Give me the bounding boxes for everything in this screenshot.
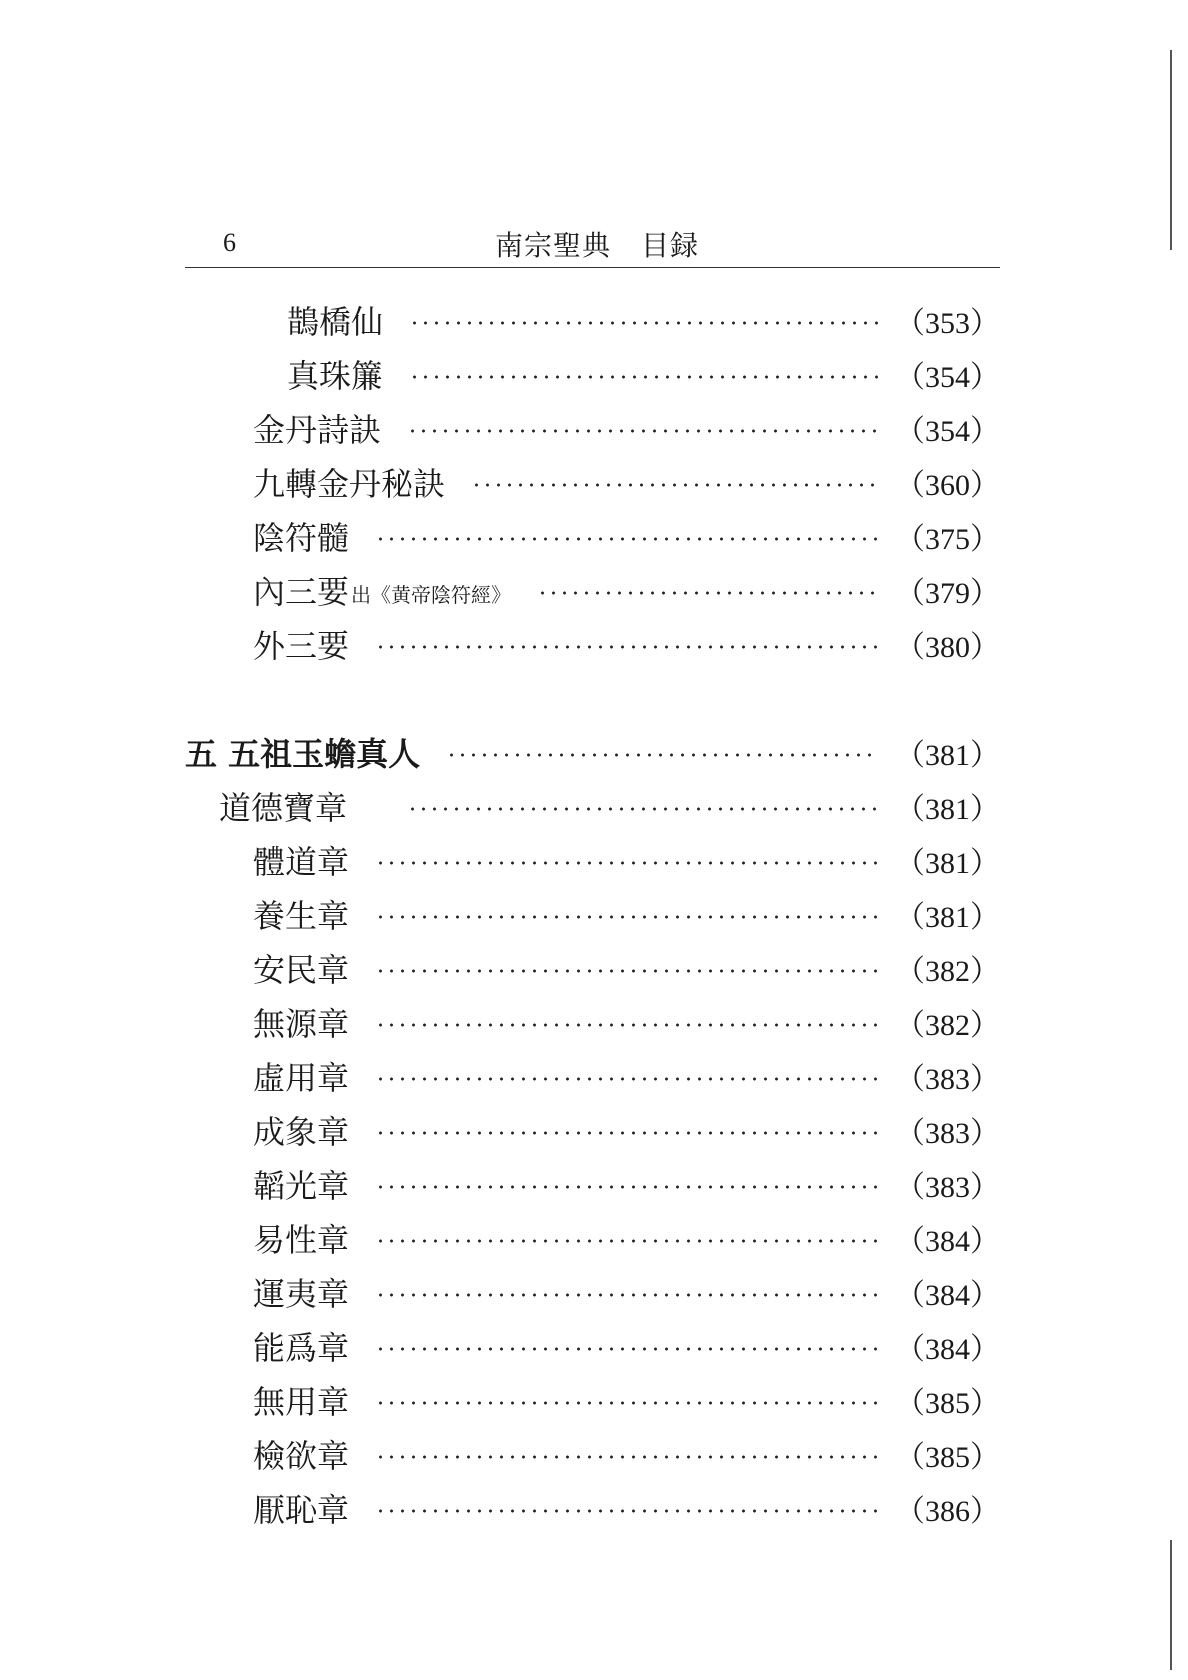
dot-leader — [407, 429, 879, 433]
toc-entry — [253, 1378, 1000, 1422]
section-title: 目録 — [641, 229, 700, 262]
dot-leader — [375, 1509, 879, 1513]
toc-entry-title: 內三要 — [253, 573, 350, 611]
toc-entry-title: 真珠簾 — [287, 357, 384, 395]
dot-leader — [375, 1131, 879, 1135]
toc-entry-title: 韜光章 — [253, 1167, 350, 1205]
toc-entry-title: 陰符髓 — [253, 519, 350, 557]
toc-entry-page: （385） — [895, 1441, 1000, 1474]
toc-entry — [253, 1108, 1000, 1152]
toc-entry — [253, 568, 1000, 612]
toc-entry-page: （383） — [895, 1063, 1000, 1096]
toc-entry-page: （382） — [895, 1009, 1000, 1042]
header-rule — [185, 267, 1000, 268]
dot-leader — [407, 807, 879, 811]
toc-entry-page: （382） — [895, 955, 1000, 988]
toc-entry — [253, 946, 1000, 990]
toc-entry-page: （381） — [895, 739, 1000, 772]
toc-entry — [287, 352, 1000, 396]
toc-entry-page: （383） — [895, 1117, 1000, 1150]
toc-entry-title: 鵲橋仙 — [287, 303, 384, 341]
toc-entry — [253, 1432, 1000, 1476]
toc-entry — [253, 838, 1000, 882]
toc-entry — [253, 1270, 1000, 1314]
toc-entry-title: 安民章 — [253, 951, 350, 989]
toc-entry-page: （386） — [895, 1495, 1000, 1528]
toc-entry-page: （354） — [895, 415, 1000, 448]
toc-entry-title: 能爲章 — [253, 1329, 350, 1367]
toc-entry-title: 九轉金丹秘訣 — [253, 465, 446, 503]
toc-entry-page: （380） — [895, 631, 1000, 664]
toc-entry — [253, 1216, 1000, 1260]
dot-leader — [537, 591, 879, 595]
toc-entry-page: （383） — [895, 1171, 1000, 1204]
toc-entry-title: 養生章 — [253, 897, 350, 935]
running-title — [495, 224, 699, 264]
toc-entry — [253, 406, 1000, 450]
dot-leader — [375, 537, 879, 541]
toc-entry-page: （354） — [895, 361, 1000, 394]
toc-entry-title: 成象章 — [253, 1113, 350, 1151]
toc-entry — [219, 784, 1000, 828]
dot-leader — [375, 915, 879, 919]
toc-entry-page: （381） — [895, 793, 1000, 826]
toc-entry-page: （384） — [895, 1225, 1000, 1258]
toc-section-heading — [185, 730, 1000, 774]
toc-entry — [253, 460, 1000, 504]
page-header — [185, 222, 1000, 272]
toc-entry-title: 無源章 — [253, 1005, 350, 1043]
dot-leader — [375, 861, 879, 865]
toc-entry-source-note: 出《黄帝陰符經》 — [351, 582, 512, 607]
dot-leader — [375, 969, 879, 973]
toc-entry-title: 道德寶章 — [219, 789, 348, 827]
toc-entry-title: 無用章 — [253, 1383, 350, 1421]
toc-entry-page: （381） — [895, 901, 1000, 934]
toc-entry-title: 體道章 — [253, 843, 350, 881]
toc-entry-page: （353） — [895, 307, 1000, 340]
toc-entry — [253, 514, 1000, 558]
toc-entry-title: 厭恥章 — [253, 1491, 350, 1529]
dot-leader — [375, 1293, 879, 1297]
toc-entry-page: （385） — [895, 1387, 1000, 1420]
toc-entry-page: （384） — [895, 1333, 1000, 1366]
dot-leader — [471, 483, 879, 487]
dot-leader — [375, 645, 879, 649]
toc-entry-title: 運夷章 — [253, 1275, 350, 1313]
dot-leader — [446, 753, 879, 757]
dot-leader — [375, 1185, 879, 1189]
toc-entry — [253, 1000, 1000, 1044]
toc-entry-page: （379） — [895, 577, 1000, 610]
dot-leader — [375, 1077, 879, 1081]
dot-leader — [409, 321, 879, 325]
dot-leader — [409, 375, 879, 379]
toc-entry — [253, 1324, 1000, 1368]
toc-entry — [253, 622, 1000, 666]
dot-leader — [375, 1455, 879, 1459]
toc-entry-title: 外三要 — [253, 627, 350, 665]
dot-leader — [375, 1401, 879, 1405]
toc-entry-title: 易性章 — [253, 1221, 350, 1259]
toc-entry-page: （375） — [895, 523, 1000, 556]
toc-entry — [253, 1054, 1000, 1098]
section-heading-title: 五 五祖玉蟾真人 — [185, 735, 421, 773]
toc-entry-title: 金丹詩訣 — [253, 411, 382, 449]
toc-entry-page: （384） — [895, 1279, 1000, 1312]
toc-entry-title: 檢欲章 — [253, 1437, 350, 1475]
scan-edge-mark — [1170, 1540, 1172, 1670]
toc-entry — [253, 892, 1000, 936]
toc-entry — [287, 298, 1000, 342]
toc-entry-page: （381） — [895, 847, 1000, 880]
page-number: 6 — [223, 228, 236, 257]
toc-entry-title: 虛用章 — [253, 1059, 350, 1097]
dot-leader — [375, 1023, 879, 1027]
dot-leader — [375, 1239, 879, 1243]
scan-edge-mark — [1170, 50, 1172, 250]
toc-entry — [253, 1486, 1000, 1530]
toc-entry-page: （360） — [895, 469, 1000, 502]
toc-entry — [253, 1162, 1000, 1206]
dot-leader — [375, 1347, 879, 1351]
book-title: 南宗聖典 — [495, 229, 612, 262]
